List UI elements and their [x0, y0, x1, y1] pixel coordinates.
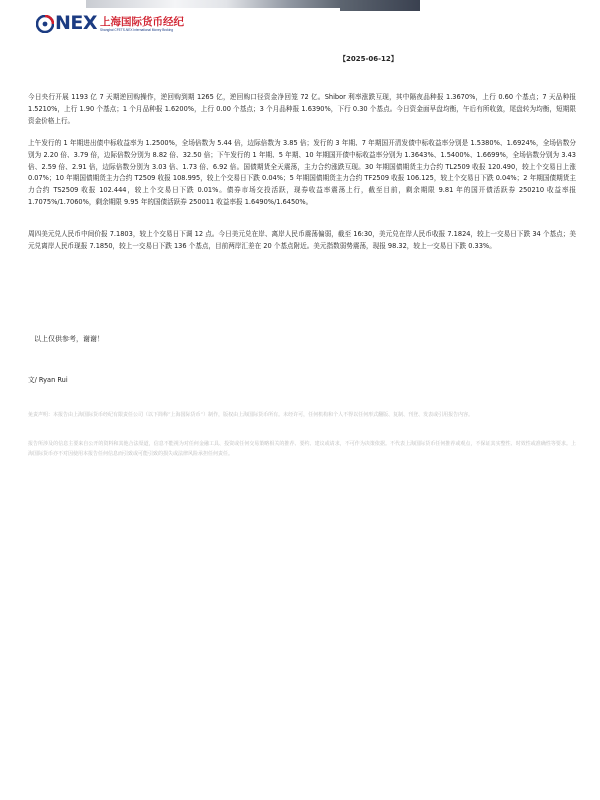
banner-photo-strip	[86, 0, 341, 8]
disclaimer-liability: 报告所涉及的信息主要来自公开的资料和其他合法渠道，信息不能视为对任何金融工具、投资或任何交易策略相关的推荐、要约、建议或请求，不可作为决策依据。不代表上海国际货币任何推荐或观点，不保证其实整性、时效性或准确性等要求。上海国际货币亦不对因使用本报告任何信息而引致或可能引致的损失或法律风险承担任何责任。	[28, 441, 576, 457]
logo-text-block	[100, 16, 184, 32]
company-logo	[36, 14, 184, 33]
logo-wordmark: NEX	[55, 12, 98, 34]
closing-note: 以上仅供参考，谢谢！	[34, 335, 104, 343]
paragraph-money-market: 今日央行开展 1193 亿 7 天期逆回购操作，逆回购到期 1265 亿，逆回购口径资金净回笼 72 亿。Shibor 利率涨跌互现，其中隔夜品种报 1.3670%，上行 0.60 个基点；7 天品种报 1.5210%，上行 1.90 个基点；1 个月品种报 1.6200%，上行 0.00 个基点；3 个月品种报 1.6390%，下行 0.30 个基点。今日资金面早盘均衡，午后有所收敛，尾盘转为均衡，短期限资金价格上行。	[28, 93, 576, 125]
paragraph-fx-market: 周四美元兑人民币中间价报 7.1803，较上个交易日下调 12 点。今日美元兑在岸、离岸人民币震荡偏弱，截至 16:30，美元兑在岸人民币收报 7.1824，较上一交易日下跌 34 个基点；美元兑离岸人民币现报 7.1850，较上一交易日下跌 136 个基点，目前两岸汇差在 20 个基点附近。美元指数弱势震荡，现报 98.32，较上一交易日下跌 0.33%。	[28, 230, 576, 250]
logo-english-name: Shanghai CFETS-NEX International Money Broking	[100, 27, 174, 32]
paragraph-bond-market: 上午发行的 1 年期进出债中标收益率为 1.2500%，全场倍数为 5.44 倍，边际倍数为 3.85 倍；发行的 3 年期、7 年期国开清发债中标收益率分别是 1.5380%、1.6924%，全场倍数分别为 2.20 倍、3.79 倍，边际倍数分别为 8.82 倍、32.50 倍；下午发行的 1 年期、5 年期、10 年期国开债中标收益率分别为 1.3643%、1.5400%、1.6699%，全场倍数分别为 3.43 倍、2.59 倍、2.91 倍，边际倍数分别为 3.03 倍、1.73 倍、6.92 倍。国债期货全天震荡，主力合约涨跌互现。30 年期国债期货主力合约 TL2509 收报 120.490，较上个交易日上涨 0.07%；10 年期国债期货主力合约 T2509 收报 108.995，较上个交易日下跌 0.04%；5 年期国债期货主力合约 TF2509 收报 106.125，较上个交易日下跌 0.04%；2 年期国债期货主力合约 TS2509 收报 102.444，较上个交易日下跌 0.01%。债券市场交投活跃，现券收益率震荡上行，截至目前，剩余期限 9.81 年的国开债活跃券 250210 收益率报 1.7075%/1.7060%，剩余期限 9.95 年的国债活跃券 250011 收益率报 1.6490%/1.6450%。	[28, 139, 576, 206]
header-banner	[0, 0, 600, 40]
disclaimer-copyright: 免责声明：本报告由上海国际货币经纪有限责任公司（以下简称“上海国际货币”）制作，版权由上海国际货币所有。未经许可，任何机构和个人不得以任何形式翻版、复制、刊登、发表或引用报告内容。	[28, 412, 474, 418]
banner-photo-strip-dark	[340, 0, 420, 11]
logo-chinese-name: 上海国际货币经纪	[100, 15, 185, 28]
logo-swirl-icon	[36, 15, 54, 33]
author-line: 文/ Ryan Rui	[28, 376, 68, 384]
report-date: 【2025-06-12】	[339, 55, 398, 63]
